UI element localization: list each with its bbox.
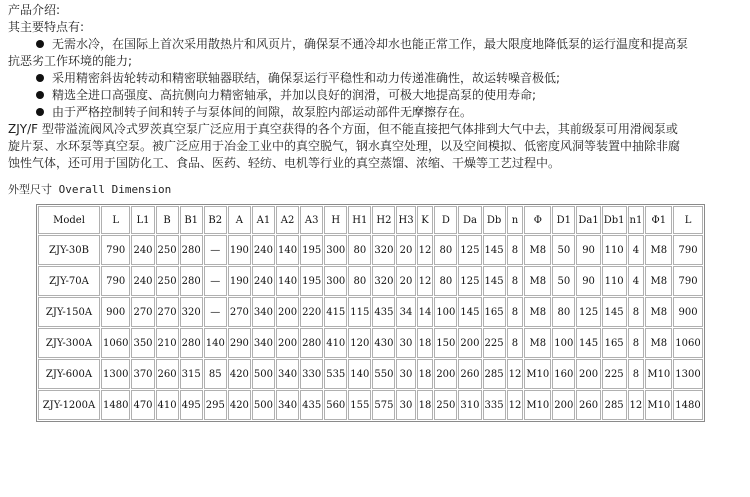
dimension-cell: 30: [396, 328, 415, 358]
feature-bullet-2: [8, 70, 742, 87]
dimension-cell: 80: [348, 266, 371, 296]
column-header: L: [101, 206, 130, 234]
table-row: [38, 390, 703, 420]
dimension-cell: 500: [252, 390, 275, 420]
column-header: B1: [180, 206, 203, 234]
dimension-cell: 8: [507, 235, 524, 265]
dimension-cell: 790: [101, 266, 130, 296]
model-cell: ZJY-300A: [38, 328, 100, 358]
dimension-cell: 280: [180, 328, 203, 358]
column-header: Φ1: [645, 206, 672, 234]
dimension-cell: 240: [131, 266, 154, 296]
dimension-cell: 150: [434, 328, 457, 358]
feature-text: 由于严格控制转子间和转子与泵体间的间隙，故泵腔内部运动部件无摩擦存在。: [52, 105, 473, 119]
column-header: A3: [300, 206, 323, 234]
column-header: A2: [276, 206, 299, 234]
dimension-cell: 190: [228, 235, 251, 265]
dimension-cell: 8: [507, 297, 524, 327]
dimension-cell: 250: [434, 390, 457, 420]
product-description: [8, 2, 742, 422]
dimension-cell: 90: [576, 266, 600, 296]
dimension-cell: 8: [628, 328, 645, 358]
model-cell: ZJY-600A: [38, 359, 100, 389]
dimension-cell: 260: [458, 359, 481, 389]
dimension-cell: 90: [576, 235, 600, 265]
bullet-dot-icon: [36, 108, 44, 116]
dimension-cell: 165: [483, 297, 506, 327]
dimension-cell: 160: [552, 359, 575, 389]
dimension-cell: 80: [348, 235, 371, 265]
dimension-cell: 300: [324, 266, 347, 296]
table-row: [38, 328, 703, 358]
dimension-cell: M8: [524, 328, 551, 358]
dimension-cell: 200: [576, 359, 600, 389]
dimension-cell: —: [204, 297, 227, 327]
dimension-cell: 195: [300, 266, 323, 296]
dimension-cell: 80: [434, 266, 457, 296]
dimension-cell: 120: [348, 328, 371, 358]
intro-title: 产品介绍:: [8, 3, 61, 17]
dimension-cell: M8: [645, 266, 672, 296]
dimension-cell: 145: [602, 297, 627, 327]
dimension-cell: 240: [131, 235, 154, 265]
dimension-cell: 470: [131, 390, 154, 420]
dimension-cell: 18: [417, 328, 434, 358]
dimension-cell: 200: [276, 328, 299, 358]
dimension-cell: 195: [300, 235, 323, 265]
dimension-cell: 8: [507, 328, 524, 358]
feature-text-continued: 抗恶劣工作环境的能力;: [8, 54, 133, 68]
dimension-cell: M8: [645, 235, 672, 265]
column-header: Db1: [602, 206, 627, 234]
dimension-cell: 50: [552, 266, 575, 296]
dimension-cell: 12: [507, 359, 524, 389]
dimension-cell: 125: [458, 235, 481, 265]
dimension-cell: 350: [131, 328, 154, 358]
dimension-cell: 560: [324, 390, 347, 420]
dimension-cell: 550: [372, 359, 395, 389]
dimension-cell: 250: [156, 266, 179, 296]
column-header: Model: [38, 206, 100, 234]
dimension-cell: 1060: [101, 328, 130, 358]
column-header: D1: [552, 206, 575, 234]
dimension-cell: 270: [156, 297, 179, 327]
dimension-cell: 280: [300, 328, 323, 358]
dimension-cell: M8: [524, 235, 551, 265]
dimension-cell: 140: [276, 235, 299, 265]
dimension-cell: 4: [628, 266, 645, 296]
dimension-cell: M10: [524, 390, 551, 420]
dimension-cell: 50: [552, 235, 575, 265]
dimension-cell: 320: [372, 266, 395, 296]
dimension-cell: M10: [524, 359, 551, 389]
column-header: H1: [348, 206, 371, 234]
dimension-cell: 315: [180, 359, 203, 389]
dimension-cell: 290: [228, 328, 251, 358]
dimension-cell: 145: [458, 297, 481, 327]
column-header: B2: [204, 206, 227, 234]
dimension-cell: 495: [180, 390, 203, 420]
column-header: H2: [372, 206, 395, 234]
table-header-row: [38, 206, 703, 234]
dimension-cell: 145: [483, 266, 506, 296]
dimension-cell: 210: [156, 328, 179, 358]
dimension-cell: 100: [434, 297, 457, 327]
dimension-cell: 1480: [101, 390, 130, 420]
dimension-cell: 240: [252, 266, 275, 296]
column-header: A: [228, 206, 251, 234]
dimension-cell: 100: [552, 328, 575, 358]
dimension-cell: 18: [417, 390, 434, 420]
dimension-cell: 12: [628, 390, 645, 420]
dimension-cell: 20: [396, 266, 415, 296]
dimension-cell: 140: [276, 266, 299, 296]
dimension-cell: M10: [645, 390, 672, 420]
dimension-cell: 115: [348, 297, 371, 327]
dimension-cell: M10: [645, 359, 672, 389]
dimension-cell: 8: [628, 359, 645, 389]
dimension-cell: 200: [552, 390, 575, 420]
dimension-cell: 225: [483, 328, 506, 358]
model-cell: ZJY-30B: [38, 235, 100, 265]
dimension-cell: 435: [372, 297, 395, 327]
table-row: [38, 297, 703, 327]
dimension-cell: 790: [673, 266, 702, 296]
dimension-cell: M8: [524, 266, 551, 296]
dimension-cell: 125: [576, 297, 600, 327]
dimension-cell: —: [204, 235, 227, 265]
feature-bullet-4: [8, 104, 742, 121]
dimension-cell: 900: [673, 297, 702, 327]
bullet-dot-icon: [36, 40, 44, 48]
dimension-cell: 310: [458, 390, 481, 420]
dimension-cell: 110: [602, 235, 627, 265]
dimension-cell: 125: [458, 266, 481, 296]
column-header: Da: [458, 206, 481, 234]
dimension-cell: 20: [396, 235, 415, 265]
dimension-cell: 4: [628, 235, 645, 265]
dimension-cell: 34: [396, 297, 415, 327]
table-row: [38, 359, 703, 389]
dimension-cell: 1480: [673, 390, 702, 420]
dimension-cell: 280: [180, 266, 203, 296]
dimension-cell: 165: [602, 328, 627, 358]
column-header: n: [507, 206, 524, 234]
dimension-cell: 145: [576, 328, 600, 358]
features-heading: 其主要特点有:: [8, 20, 85, 34]
dimension-cell: 340: [276, 390, 299, 420]
dimension-cell: 320: [180, 297, 203, 327]
feature-bullet-3: [8, 87, 742, 104]
dimension-cell: 12: [507, 390, 524, 420]
column-header: B: [156, 206, 179, 234]
dimension-cell: 370: [131, 359, 154, 389]
column-header: D: [434, 206, 457, 234]
feature-text: 采用精密斜齿轮转动和精密联轴器联结，确保泵运行平稳性和动力传递准确性，故运转噪音极低;: [52, 71, 561, 85]
dimension-cell: M8: [524, 297, 551, 327]
column-header: n1: [628, 206, 645, 234]
dimension-cell: 535: [324, 359, 347, 389]
column-header: Φ: [524, 206, 551, 234]
dimension-cell: 200: [276, 297, 299, 327]
dimension-cell: 1300: [101, 359, 130, 389]
column-header: H: [324, 206, 347, 234]
dimension-cell: 790: [673, 235, 702, 265]
dimension-cell: 140: [348, 359, 371, 389]
dimension-cell: 335: [483, 390, 506, 420]
dimension-cell: 260: [576, 390, 600, 420]
dimension-cell: 790: [101, 235, 130, 265]
dimension-cell: 270: [131, 297, 154, 327]
column-header: A1: [252, 206, 275, 234]
dimension-cell: M8: [645, 297, 672, 327]
feature-bullet-1: [8, 36, 742, 53]
dimension-cell: 240: [252, 235, 275, 265]
dimension-cell: 14: [417, 297, 434, 327]
feature-text: 无需水冷，在国际上首次采用散热片和风页片，确保泵不通冷却水也能正常工作，最大限度地降低泵的运行温度和提高泵: [52, 37, 689, 51]
dimension-cell: 110: [602, 266, 627, 296]
model-cell: ZJY-150A: [38, 297, 100, 327]
dimension-cell: 250: [156, 235, 179, 265]
dimension-cell: 575: [372, 390, 395, 420]
dimension-cell: 410: [324, 328, 347, 358]
dimension-cell: 225: [602, 359, 627, 389]
dimension-cell: 420: [228, 390, 251, 420]
dimension-cell: 435: [300, 390, 323, 420]
table-row: [38, 266, 703, 296]
dimension-cell: 155: [348, 390, 371, 420]
dimension-cell: 12: [417, 266, 434, 296]
column-header: L1: [131, 206, 154, 234]
table-row: [38, 235, 703, 265]
dimension-cell: 220: [300, 297, 323, 327]
model-cell: ZJY-70A: [38, 266, 100, 296]
dimension-cell: 18: [417, 359, 434, 389]
dimension-cell: 280: [180, 235, 203, 265]
dimension-cell: 340: [252, 328, 275, 358]
dimension-cell: 200: [458, 328, 481, 358]
model-cell: ZJY-1200A: [38, 390, 100, 420]
bullet-dot-icon: [36, 74, 44, 82]
dimension-table: [36, 204, 705, 422]
dimension-cell: 295: [204, 390, 227, 420]
dimension-cell: 80: [552, 297, 575, 327]
dimension-cell: 285: [602, 390, 627, 420]
column-header: K: [417, 206, 434, 234]
dimension-cell: 190: [228, 266, 251, 296]
bullet-dot-icon: [36, 91, 44, 99]
dimension-cell: 8: [628, 297, 645, 327]
dimension-cell: 260: [156, 359, 179, 389]
dimension-section-title: 外型尺寸 Overall Dimension: [8, 183, 172, 196]
dimension-cell: —: [204, 266, 227, 296]
dimension-cell: 415: [324, 297, 347, 327]
application-paragraph-line: 旋片泵、水环泵等真空泵。被广泛应用于冶金工业中的真空脱气，钢水真空处理，以及空间模拟、低密度风洞等装置中抽除非腐: [8, 139, 681, 153]
column-header: Db: [483, 206, 506, 234]
dimension-cell: 30: [396, 390, 415, 420]
dimension-cell: 420: [228, 359, 251, 389]
dimension-cell: 900: [101, 297, 130, 327]
application-paragraph-line: 蚀性气体，还可用于国防化工、食品、医药、轻纺、电机等行业的真空蒸馏、浓缩、干燥等工艺过程中。: [8, 156, 561, 170]
dimension-cell: 410: [156, 390, 179, 420]
column-header: H3: [396, 206, 415, 234]
dimension-cell: 1060: [673, 328, 702, 358]
dimension-cell: 285: [483, 359, 506, 389]
column-header: L: [673, 206, 702, 234]
dimension-cell: 30: [396, 359, 415, 389]
dimension-cell: 320: [372, 235, 395, 265]
dimension-cell: 340: [276, 359, 299, 389]
dimension-cell: 300: [324, 235, 347, 265]
dimension-cell: 80: [434, 235, 457, 265]
feature-text: 精选全进口高强度、高抗侧向力精密轴承，并加以良好的润滑，可极大地提高泵的使用寿命;: [52, 88, 537, 102]
dimension-cell: 12: [417, 235, 434, 265]
column-header: Da1: [576, 206, 600, 234]
dimension-cell: 1300: [673, 359, 702, 389]
dimension-cell: M8: [645, 328, 672, 358]
dimension-cell: 8: [507, 266, 524, 296]
dimension-cell: 430: [372, 328, 395, 358]
dimension-cell: 500: [252, 359, 275, 389]
dimension-cell: 145: [483, 235, 506, 265]
dimension-cell: 330: [300, 359, 323, 389]
dimension-cell: 140: [204, 328, 227, 358]
dimension-cell: 85: [204, 359, 227, 389]
dimension-cell: 200: [434, 359, 457, 389]
application-paragraph-line: ZJY/F 型带溢流阀风冷式罗茨真空泵广泛应用于真空获得的各个方面，但不能直接把气体排到大气中去，其前级泵可用滑阀泵或: [8, 122, 678, 136]
dimension-cell: 340: [252, 297, 275, 327]
dimension-cell: 270: [228, 297, 251, 327]
